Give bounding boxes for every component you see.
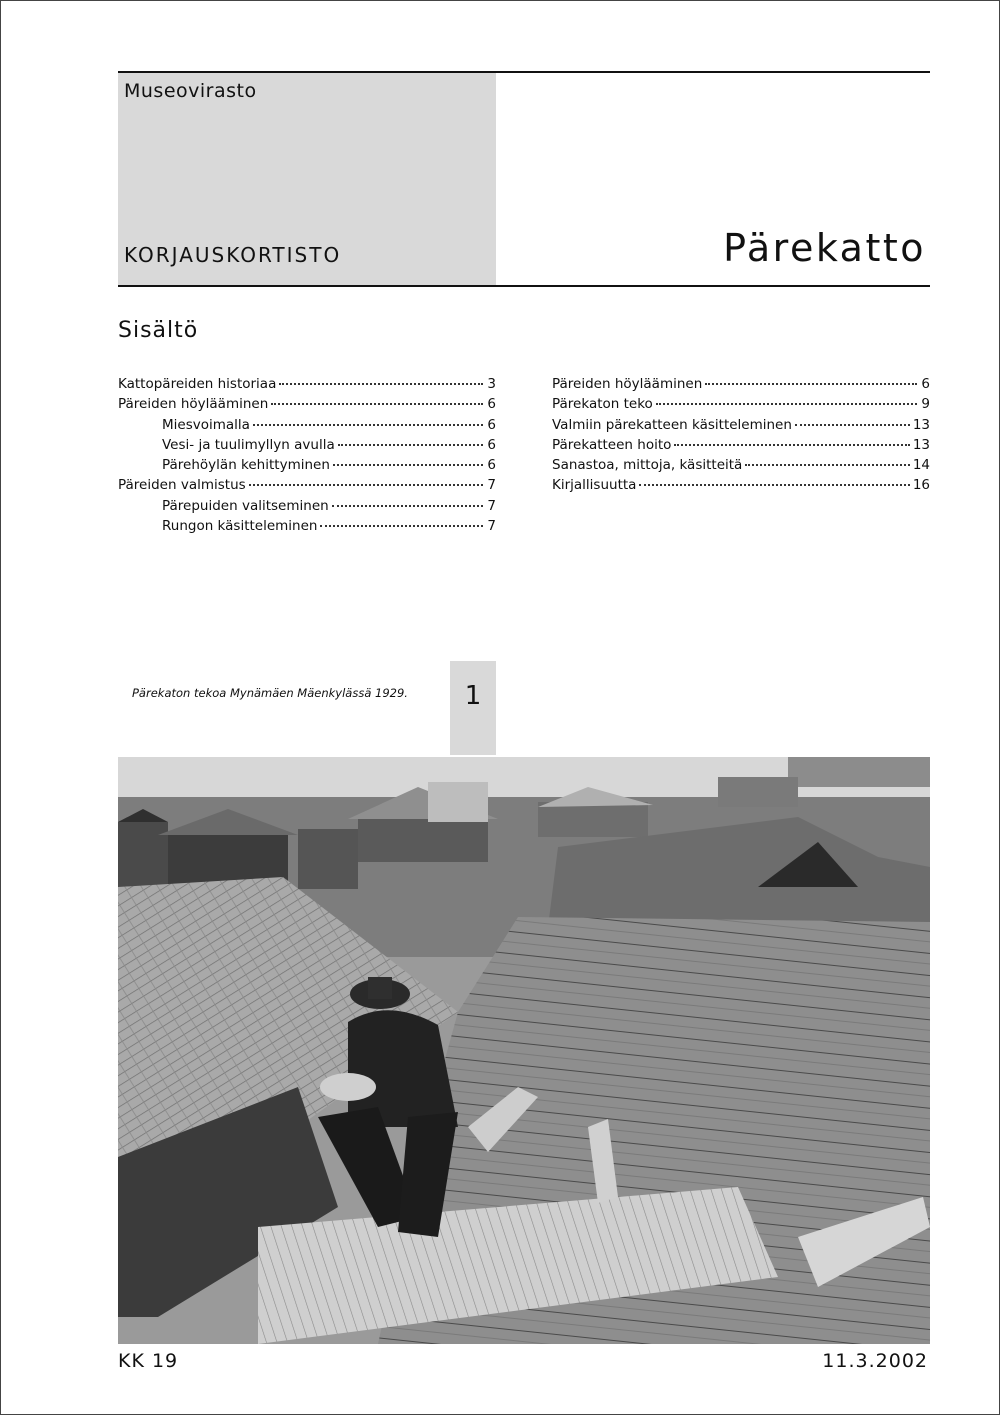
- toc-heading: Sisältö: [118, 318, 199, 343]
- toc-entry-page: 6: [487, 457, 496, 474]
- toc-entry-page: 3: [487, 376, 496, 392]
- header-bottom-rule: [118, 285, 930, 287]
- toc-leader-dots: [320, 525, 483, 527]
- toc-entry-page: 14: [912, 457, 930, 474]
- toc-entry: [118, 396, 496, 416]
- toc-entry-label: Pärepuiden valitseminen: [162, 497, 329, 514]
- toc-entry-label: Päreiden höylääminen: [552, 376, 703, 392]
- toc-entry-label: Päreiden höylääminen: [118, 396, 269, 413]
- figure-number: 1: [464, 681, 482, 711]
- toc-entry: [118, 498, 496, 518]
- toc-leader-dots: [253, 424, 483, 426]
- toc-entry-page: 13: [912, 416, 930, 433]
- toc-entry: [118, 376, 496, 396]
- toc-entry-label: Pärehöylän kehittyminen: [162, 457, 330, 474]
- toc-entry-label: Vesi- ja tuulimyllyn avulla: [162, 436, 335, 453]
- toc-entry-label: Rungon käsitteleminen: [162, 518, 318, 535]
- toc-left-column: [118, 376, 496, 538]
- series-name: KORJAUSKORTISTO: [124, 243, 342, 267]
- figure-number-box: [450, 661, 496, 755]
- toc-leader-dots: [639, 484, 909, 486]
- toc-entry-page: 13: [912, 436, 930, 453]
- toc-entry: [118, 518, 496, 538]
- toc-entry: [552, 437, 930, 457]
- toc-entry-page: 16: [912, 477, 930, 494]
- toc-leader-dots: [279, 383, 483, 385]
- toc-entry-label: Päreiden valmistus: [118, 477, 246, 494]
- toc-right-column: [552, 376, 930, 498]
- toc-leader-dots: [249, 484, 483, 486]
- toc-leader-dots: [795, 424, 910, 426]
- toc-entry-label: Sanastoa, mittoja, käsitteitä: [552, 457, 743, 474]
- toc-entry-page: 9: [921, 396, 930, 413]
- toc-leader-dots: [271, 403, 483, 405]
- toc-leader-dots: [674, 444, 909, 446]
- toc-entry-page: 6: [487, 436, 496, 453]
- publisher-name: Museovirasto: [124, 80, 257, 102]
- toc-entry-label: Kirjallisuutta: [552, 477, 637, 494]
- toc-entry: [118, 417, 496, 437]
- toc-entry-page: 7: [487, 518, 496, 535]
- document-title: Pärekatto: [723, 226, 926, 270]
- toc-leader-dots: [745, 464, 910, 466]
- toc-entry-page: 7: [487, 497, 496, 514]
- toc-entry-label: Miesvoimalla: [162, 416, 250, 433]
- toc-entry: [118, 457, 496, 477]
- toc-entry-page: 7: [487, 477, 496, 494]
- toc-leader-dots: [705, 383, 917, 385]
- toc-entry-label: Kattopäreiden historiaa: [118, 376, 277, 392]
- roof-photo: [118, 757, 930, 1344]
- toc-leader-dots: [338, 444, 483, 446]
- toc-entry-page: 6: [487, 416, 496, 433]
- toc-entry: [552, 376, 930, 396]
- toc-entry: [552, 457, 930, 477]
- figure-caption: Pärekaton tekoa Mynämäen Mäenkylässä 1929.: [132, 686, 408, 700]
- toc-leader-dots: [656, 403, 917, 405]
- toc-entry: [552, 396, 930, 416]
- toc-entry: [118, 437, 496, 457]
- toc-entry-page: 6: [921, 376, 930, 392]
- toc-leader-dots: [333, 464, 483, 466]
- toc-entry-label: Pärekatteen hoito: [552, 436, 672, 453]
- toc-entry: [552, 477, 930, 497]
- footer-card-code: KK 19: [118, 1350, 179, 1372]
- toc-entry-label: Pärekaton teko: [552, 396, 653, 413]
- toc-entry-label: Valmiin pärekatteen käsitteleminen: [552, 416, 792, 433]
- toc-entry: [118, 477, 496, 497]
- toc-entry-page: 6: [487, 396, 496, 413]
- toc-entry: [552, 417, 930, 437]
- toc-leader-dots: [332, 505, 483, 507]
- footer-date: 11.3.2002: [822, 1350, 928, 1372]
